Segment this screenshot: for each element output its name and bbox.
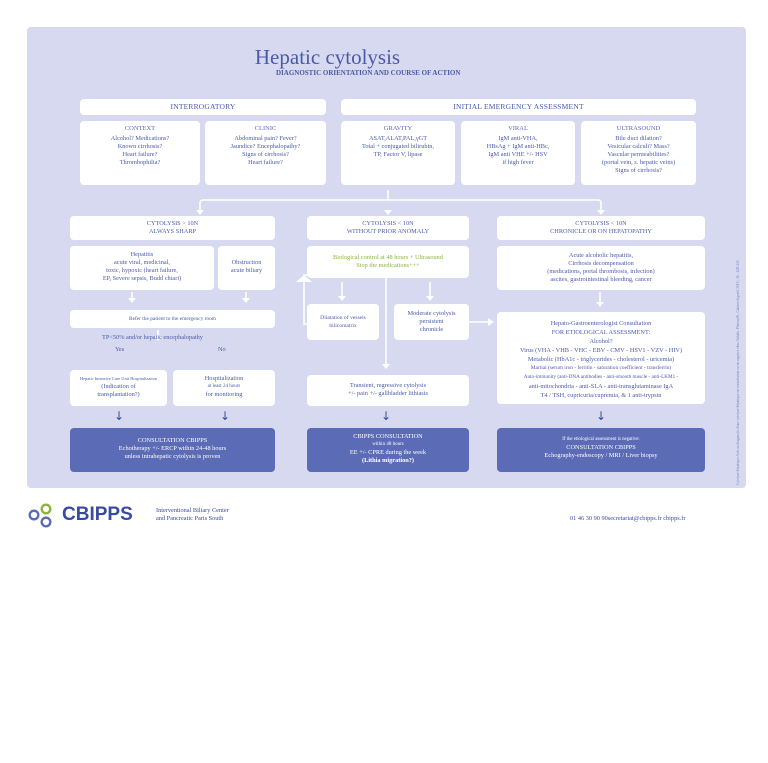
transient-line: Transient, regressive cytolysis	[349, 382, 427, 389]
moderate-box	[394, 304, 469, 340]
bio-control-box	[307, 246, 469, 278]
col1-consult-line: unless intrahepatic cytolysis is proven	[124, 453, 221, 460]
refer-text: Refer the patient to the emergency room	[128, 316, 217, 322]
no-box-line: Hospitalization	[204, 375, 244, 382]
gravity-line: TP, Factor V, lipase	[373, 151, 423, 158]
org-name	[156, 507, 229, 522]
hepato-line: Virus (VHA - VHB - VHC - EBV - CMV - HSV1 - VZV - HIV)	[519, 347, 683, 354]
logo-text: CBIPPS	[62, 504, 133, 525]
refer-box	[70, 310, 275, 328]
col2-header-line: WITHOUT PRIOR ANOMALY	[346, 228, 430, 235]
hepato-line: anti-mitochondria - anti-SLA - anti-transglutaminase IgA	[528, 383, 674, 390]
yes-box-line: (Indication of	[101, 383, 136, 390]
col1-consult-line: Echotherapy +/- ERCP within 24-48 hours	[118, 445, 227, 452]
side-reference-note: Cytolyse hépatique Aide au diagnostic d'une cytolyse hépatique en consultation ou en urgence chez l'adulte. Plateau B., Cabinet digestif 2015 ; 36 : 428-430	[736, 260, 740, 485]
arrow-down-icon: ↓	[596, 409, 607, 423]
gravity-line: ASAT,ALAT,PAL,γGT	[368, 135, 428, 142]
arrow-down-icon: ↓	[381, 409, 392, 423]
gravity-title: GRAVITY	[383, 125, 413, 132]
ultrasound-line: Bile duct dilation?	[615, 135, 662, 142]
moderate-line: persistent	[419, 318, 444, 325]
dilation-line: Dilatation of vessels	[320, 315, 366, 321]
dilation-box	[307, 304, 379, 340]
col3-header-line: CHRONICLE OR ON HEPATOPATHY	[550, 228, 652, 235]
context-box	[80, 121, 200, 185]
acute-box	[497, 246, 705, 290]
col1-header-line: CYTOLYSIS > 10N	[146, 220, 199, 227]
col3-header-line: CYTOLYSIS < 10N	[575, 220, 627, 227]
page-subtitle: DIAGNOSTIC ORIENTATION AND COURSE OF ACTION	[276, 69, 461, 77]
col3-consult-line: If the etiological assessment is negative:	[562, 437, 640, 442]
gravity-box	[341, 121, 455, 185]
ultrasound-line: Vascular permeabilities?	[607, 151, 670, 158]
ultrasound-line: (portal vein, s. hepatic veins)	[601, 159, 676, 166]
yes-box-line: transplantation?)	[97, 391, 140, 398]
hepato-line: Metabolic (HbA1c - triglycerides - cholesterol - uricemia)	[527, 356, 675, 363]
viral-line: HBsAg + IgM anti-HBc,	[486, 143, 550, 150]
acute-line: ascites, gastrointestinal bleeding, cancer	[550, 276, 652, 283]
ultrasound-line: Vesicular calculi? Mass?	[607, 143, 670, 150]
hepato-line: FOR ETIOLOGICAL ASSESSMENT:	[551, 329, 651, 336]
acute-line: Acute alcoholic hepatitis,	[568, 252, 634, 259]
no-box-line: for monitoring	[205, 391, 243, 398]
ultrasound-line: Signs of cirrhosis?	[615, 167, 662, 174]
hepatitis-line: acute viral, medicinal,	[114, 259, 170, 266]
acute-line: (medications, portal thrombosis, infection)	[547, 268, 655, 275]
moderate-line: Moderate cytolysis	[407, 310, 456, 317]
ultrasound-title: ULTRASOUND	[616, 125, 661, 132]
hepatitis-line: toxic, hypoxic (heart failure,	[106, 267, 178, 274]
gravity-line: Total + conjugated bilirubin,	[361, 143, 434, 150]
org-line: Interventional Biliary Center	[156, 507, 229, 514]
moderate-line: chronicle	[419, 326, 444, 333]
emergency-header: INITIAL EMERGENCY ASSESSMENT	[341, 99, 696, 115]
hepato-line: Martial (serum iron - ferritin - saturation coefficient - transferrin)	[530, 365, 672, 371]
col1-header-line: ALWAYS SHARP	[148, 228, 197, 235]
clinic-line: Signs of cirrhosis?	[242, 151, 289, 158]
hepato-line: Alcohol?	[589, 338, 613, 345]
col2-consult-line: within 48 hours	[372, 442, 404, 447]
tp-label: TP<50% and/or hepatic encephalopathy	[102, 334, 203, 341]
hepato-line: Hepato-Gastroenterologist Consultation	[550, 320, 652, 327]
viral-line: IgM anti-VHA,	[498, 135, 538, 142]
clinic-line: Jaundice? Encephalopathy?	[230, 143, 301, 150]
org-line: and Pancreatic Paris South	[156, 514, 224, 522]
viral-title: VIRAL	[508, 125, 528, 132]
clinic-title: CLINIC	[254, 125, 277, 132]
col1-consult-line: CONSULTATION CBIPPS	[137, 437, 208, 444]
col3-consult-line: CONSULTATION CBIPPS	[566, 444, 636, 451]
col3-consult-line: Echography-endoscopy / MRI / Liver biopsy	[544, 452, 658, 459]
hepato-line: T4 / TSH, cupricuria/cupremia, & 1 anti-trypsin	[540, 392, 662, 399]
col2-consult-box	[307, 428, 469, 472]
hepatitis-line: EP, Severe sepsis, Budd chiari)	[102, 275, 182, 282]
col3-header	[497, 216, 705, 240]
col2-header	[307, 216, 469, 240]
hepatitis-line: Hepatitis	[130, 251, 154, 258]
viral-line: IgM anti VHE +/- HSV	[488, 151, 548, 158]
transient-line: +/- pain +/- gallbladder lithiasis	[348, 390, 428, 397]
acute-line: Cirrhosis decompensation	[568, 260, 634, 267]
ultrasound-box	[581, 121, 696, 185]
col3-consult-box	[497, 428, 705, 472]
cbipps-logo-icon	[27, 503, 57, 529]
context-line: Thrombophilia?	[119, 159, 161, 166]
bio-line: Biological control at 48 hours + Ultrasound	[333, 254, 443, 261]
yes-label: Yes	[115, 346, 125, 353]
col2-consult-line: EE +/- CPRE during the week	[349, 449, 427, 456]
hepato-line: Auto-immunity (anti-DNA antibodies - anti-smooth muscle - anti-LKM1 -	[523, 374, 679, 380]
yes-box-line: Hepatic Intensive Care Unit Hospitalization	[79, 376, 158, 381]
contact-info: 01 46 30 90 90secretariat@cbipps.fr cbipps.fr	[570, 515, 686, 522]
obstruction-box	[218, 246, 275, 290]
no-label: No	[218, 346, 226, 353]
interrogatory-header: INTERROGATORY	[80, 99, 326, 115]
clinic-line: Heart failure?	[248, 159, 283, 166]
arrow-down-icon: ↓	[220, 409, 231, 423]
context-line: Heart failure?	[122, 151, 158, 158]
context-title: CONTEXT	[124, 125, 156, 132]
page-title: Hepatic cytolysis	[254, 45, 401, 69]
viral-line: if high fever	[502, 159, 534, 166]
context-line: Alcohol? Medications?	[110, 135, 170, 142]
context-line: Known cirrhosis?	[117, 143, 163, 150]
col1-consult-box	[70, 428, 275, 472]
yes-box	[70, 370, 167, 406]
hepato-consult-box	[497, 312, 705, 404]
obstruction-line: acute biliary	[230, 267, 263, 274]
dilation-line: bilicomatrix	[329, 323, 357, 329]
clinic-box	[205, 121, 326, 185]
col2-consult-line: CBIPPS CONSULTATION	[353, 433, 423, 440]
no-box	[173, 370, 275, 406]
col2-header-line: CYTOLYSIS < 10N	[362, 220, 414, 227]
transient-box	[307, 375, 469, 406]
bio-line: Stop the medications+++	[356, 262, 420, 269]
obstruction-line: Obstruction	[231, 259, 262, 266]
viral-box	[461, 121, 575, 185]
clinic-line: Abdominal pain? Fever?	[234, 135, 297, 142]
col2-consult-line: (Lithia migration?)	[362, 457, 414, 464]
arrow-down-icon: ↓	[114, 409, 125, 423]
no-box-line: at least 24 hours	[207, 384, 241, 389]
hepatitis-box	[70, 246, 214, 290]
col1-header	[70, 216, 275, 240]
